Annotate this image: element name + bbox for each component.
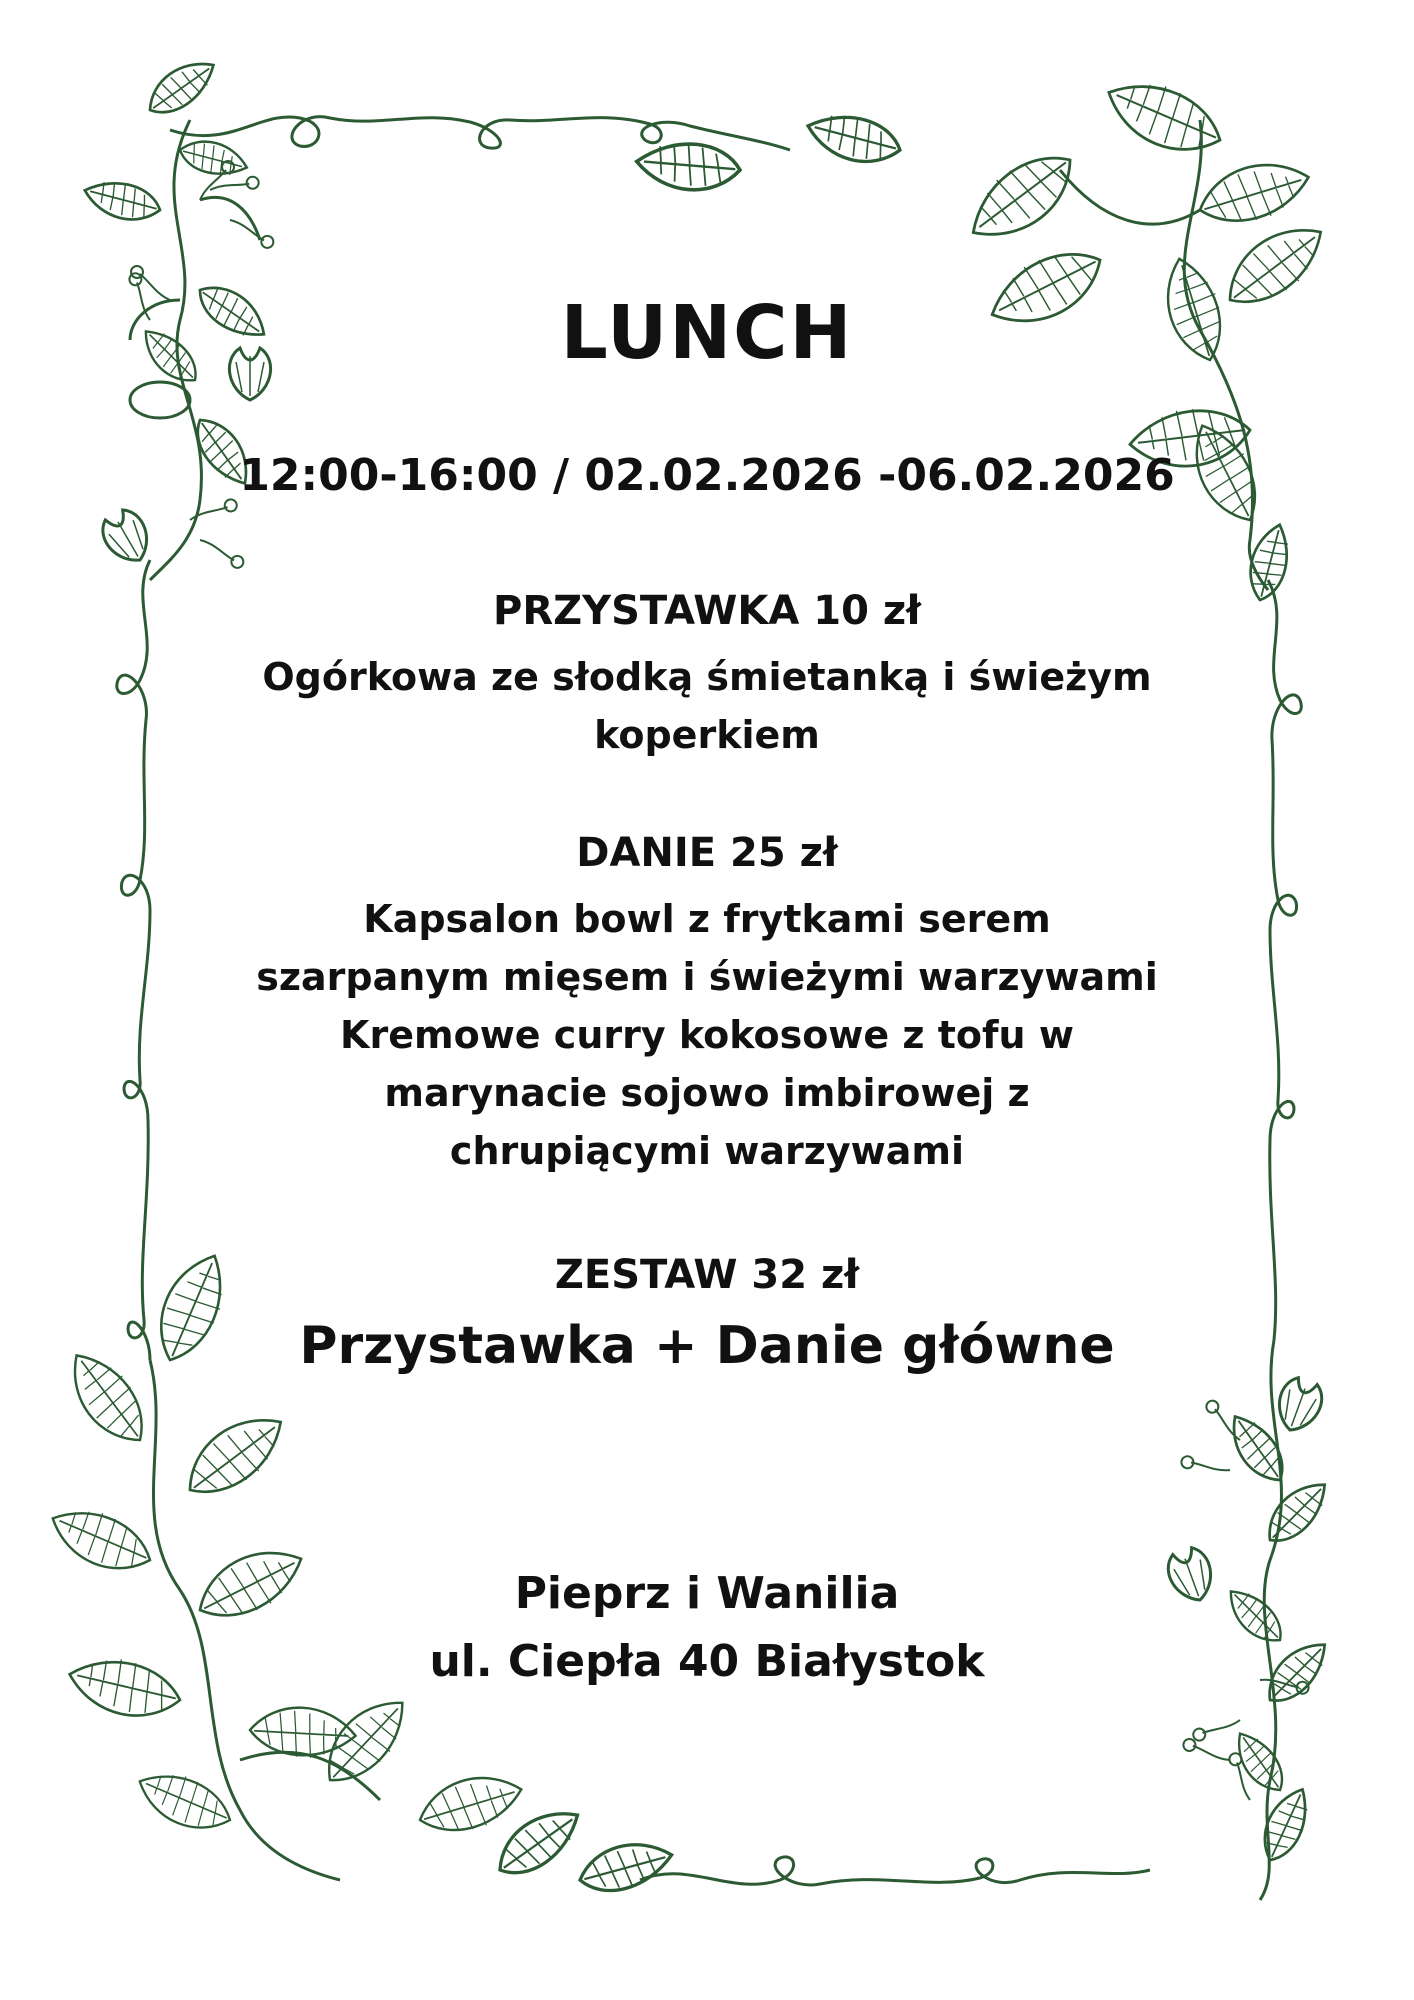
main-line: Kremowe curry kokosowe z tofu w	[340, 1013, 1074, 1057]
starter-heading: PRZYSTAWKA 10 zł	[493, 588, 921, 634]
restaurant-info	[0, 1560, 1414, 1696]
starter-line: Ogórkowa ze słodką śmietanką i świeżym	[262, 655, 1152, 699]
main-line: Kapsalon bowl z frytkami serem	[363, 897, 1051, 941]
main-heading: DANIE 25 zł	[576, 830, 838, 876]
main-line: chrupiącymi warzywami	[449, 1129, 965, 1173]
set-description: Przystawka + Danie główne	[299, 1316, 1115, 1376]
main-description	[200, 890, 1214, 1180]
set-heading: ZESTAW 32 zł	[554, 1252, 860, 1298]
page-title: LUNCH	[560, 290, 854, 376]
starter-description	[200, 648, 1214, 764]
main-line: szarpanym mięsem i świeżymi warzywami	[256, 955, 1158, 999]
restaurant-address: ul. Ciepła 40 Białystok	[429, 1636, 985, 1687]
restaurant-name: Pieprz i Wanilia	[514, 1568, 900, 1619]
lunch-hours: 12:00-16:00 / 02.02.2026 -06.02.2026	[239, 450, 1175, 501]
starter-line: koperkiem	[594, 713, 820, 757]
main-line: marynacie sojowo imbirowej z	[384, 1071, 1030, 1115]
